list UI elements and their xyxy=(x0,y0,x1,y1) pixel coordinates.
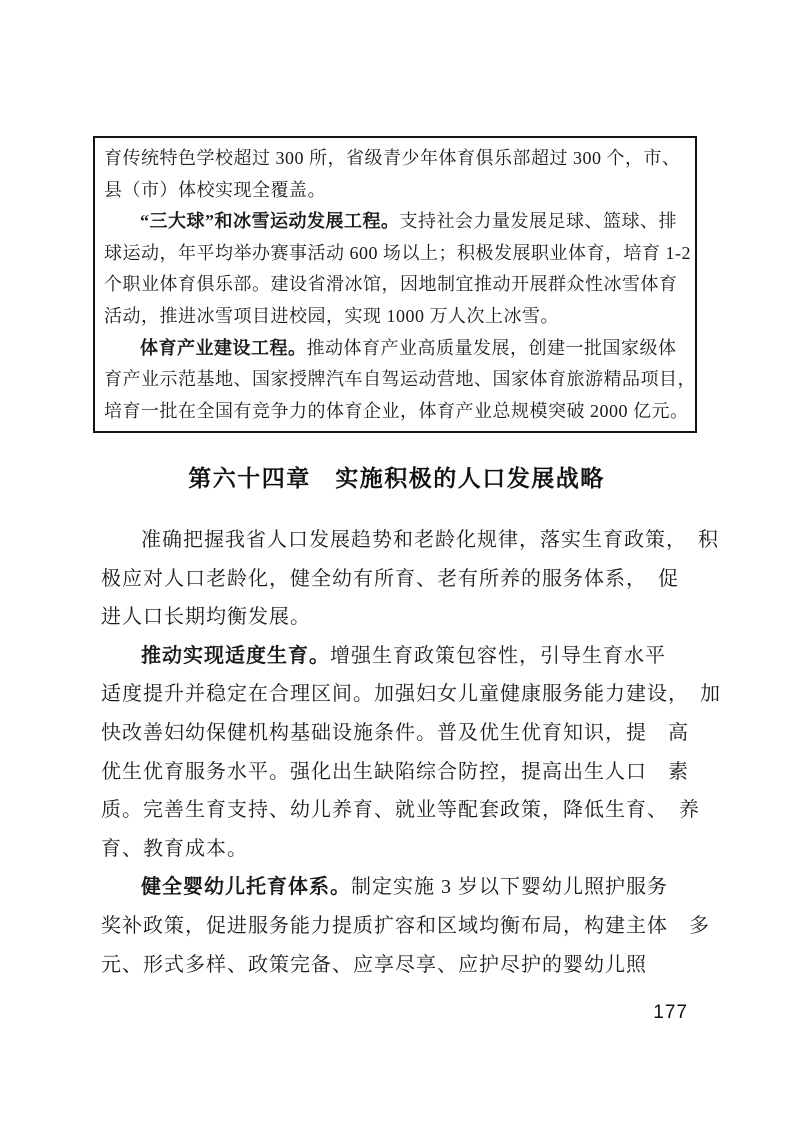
notice-box-line xyxy=(104,206,686,238)
notice-box-line xyxy=(104,364,696,396)
notice-box-bold-lead: 体育产业建设工程。 xyxy=(140,337,307,358)
chapter-heading: 第六十四章 实施积极的人口发展战略 xyxy=(188,465,605,491)
body-text: 元、形式多样、政策完备、应享尽享、应护尽护的婴幼儿照 xyxy=(101,953,647,976)
notice-box-line xyxy=(104,175,686,207)
notice-box-line xyxy=(104,238,691,270)
body-line xyxy=(101,753,721,792)
notice-box-bold-lead: “三大球”和冰雪运动发展工程。 xyxy=(140,211,400,232)
body-text: 育、教育成本。 xyxy=(101,837,248,860)
body-line xyxy=(101,714,721,753)
notice-box-text: 活动，推进冰雪项目进校园，实现 1000 万人次上冰雪。 xyxy=(104,305,559,326)
body-text: 制定实施 3 岁以下婴幼儿照护服务 xyxy=(351,876,668,899)
notice-box-text: 球运动，年平均举办赛事活动 600 场以上；积极发展职业体育，培育 1-2 xyxy=(104,242,691,263)
body-line xyxy=(101,868,721,907)
notice-box-line xyxy=(104,333,686,365)
body-text: 极应对人口老龄化，健全幼有所育、老有所养的服务体系， 促 xyxy=(101,567,679,590)
body-text: 适度提升并稳定在合理区间。加强妇女儿童健康服务能力建设， 加 xyxy=(101,683,721,706)
body-line xyxy=(101,830,721,869)
body-text: 增强生育政策包容性，引导生育水平 xyxy=(330,644,666,667)
body-text: 优生优育服务水平。强化出生缺陷综合防控，提高出生人口 素 xyxy=(101,760,689,783)
notice-box xyxy=(93,136,697,433)
body-line xyxy=(101,637,721,676)
notice-box-text: 推动体育产业高质量发展，创建一批国家级体 xyxy=(306,337,677,358)
body-bold-lead: 推动实现适度生育。 xyxy=(141,644,330,667)
page-number: 177 xyxy=(653,1002,688,1023)
body-line xyxy=(101,560,721,599)
notice-box-text: 育传统特色学校超过 300 所，省级青少年体育俱乐部超过 300 个，市、 xyxy=(104,148,681,168)
body-line xyxy=(101,946,721,985)
notice-box-text: 支持社会力量发展足球、篮球、排 xyxy=(399,211,677,232)
notice-box-line xyxy=(104,143,686,175)
body-text: 快改善妇幼保健机构基础设施条件。普及优生优育知识，提 高 xyxy=(101,721,689,744)
body-text xyxy=(101,521,721,984)
notice-box-line xyxy=(104,269,686,301)
body-line xyxy=(101,907,721,946)
notice-box-line xyxy=(104,301,686,333)
body-line xyxy=(101,675,721,714)
notice-box-line xyxy=(104,396,689,428)
body-line xyxy=(101,598,721,637)
body-text: 准确把握我省人口发展趋势和老龄化规律，落实生育政策， 积 xyxy=(141,529,719,551)
body-line xyxy=(101,521,721,560)
body-text: 进人口长期均衡发展。 xyxy=(101,606,311,629)
notice-box-text: 育产业示范基地、国家授牌汽车自驾运动营地、国家体育旅游精品项目， xyxy=(104,369,696,390)
notice-box-text: 县（市）体校实现全覆盖。 xyxy=(104,179,326,200)
notice-box-text: 个职业体育俱乐部。建设省滑冰馆，因地制宜推动开展群众性冰雪体育 xyxy=(104,274,678,295)
body-text: 奖补政策，促进服务能力提质扩容和区域均衡布局，构建主体 多 xyxy=(101,914,710,937)
body-text: 质。完善生育支持、幼儿养育、就业等配套政策，降低生育、 养 xyxy=(101,799,700,822)
notice-box-text: 培育一批在全国有竞争力的体育企业，体育产业总规模突破 2000 亿元。 xyxy=(104,400,689,421)
body-bold-lead: 健全婴幼儿托育体系。 xyxy=(141,876,351,899)
body-line xyxy=(101,791,721,830)
